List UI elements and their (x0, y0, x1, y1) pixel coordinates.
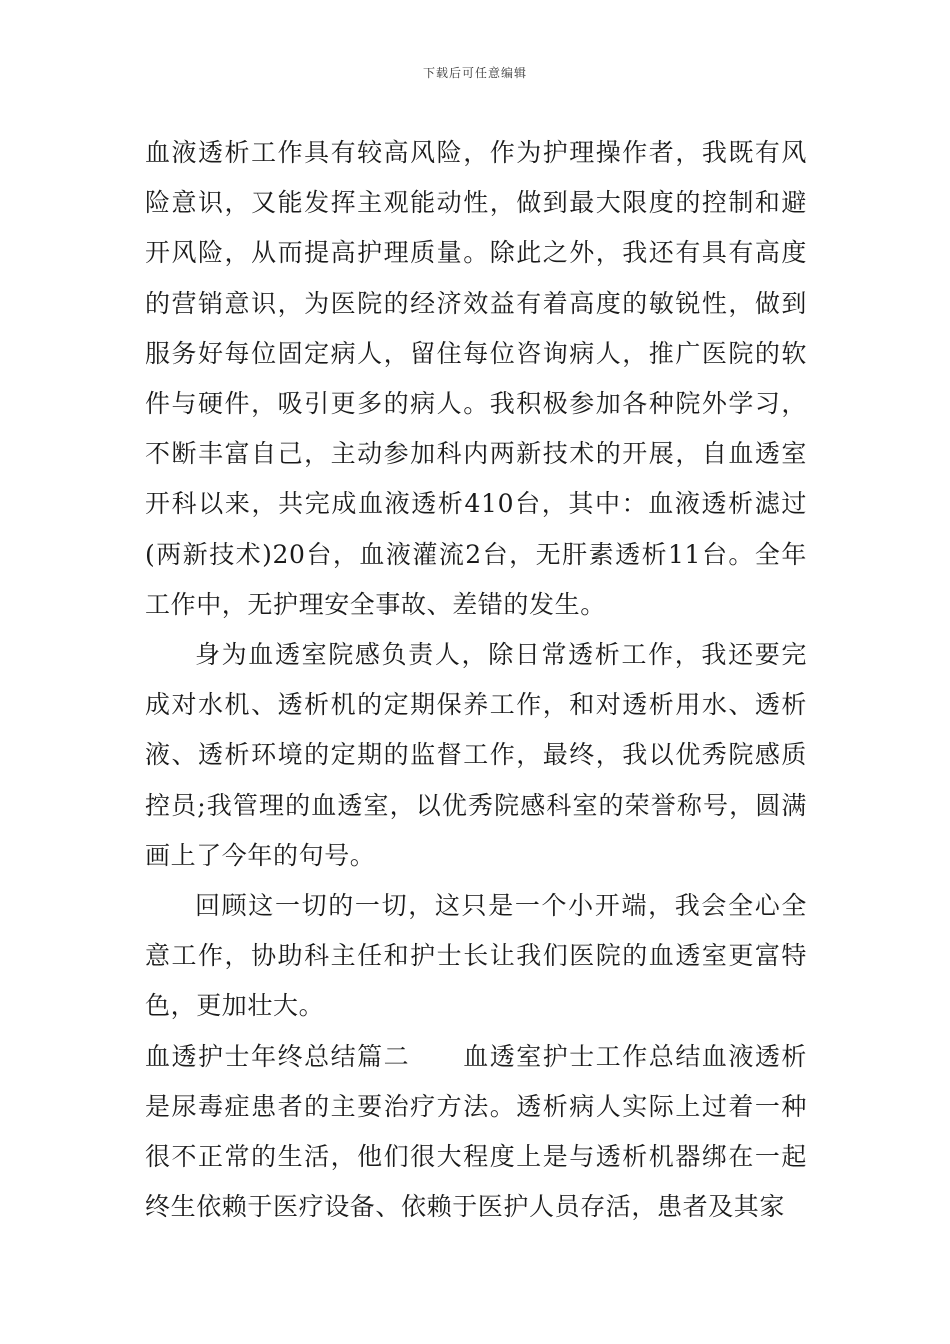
paragraph-2: 身为血透室院感负责人，除日常透析工作，我还要完成对水机、透析机的定期保养工作，和对透析用水、透析液、透析环境的定期的监督工作，最终，我以优秀院感质控员;我管理的血透室，以优秀院感科室的荣誉称号，圆满画上了今年的句号。 (145, 640, 807, 870)
paragraph-3: 回顾这一切的一切，这只是一个小开端，我会全心全意工作，协助科主任和护士长让我们医院的血透室更富特色，更加壮大。 (145, 891, 807, 1021)
page-header: 下载后可任意编辑 (422, 66, 527, 80)
paragraph-1: 血液透析工作具有较高风险，作为护理操作者，我既有风险意识，又能发挥主观能动性，做到最大限度的控制和避开风险，从而提高护理质量。除此之外，我还有具有高度的营销意识，为医院的经济效益有着高度的敏锐性，做到服务好每位固定病人，留住每位咨询病人，推广医院的软件与硬件，吸引更多的病人。我积极参加各种院外学习，不断丰富自己，主动参加科内两新技术的开展，自血透室开科以来，共完成血液透析410台，其中：血液透析滤过(两新技术)20台，血液灌流2台，无肝素透析11台。全年工作中，无护理安全事故、差错的发生。 (145, 138, 807, 619)
document-body (145, 128, 807, 1232)
paragraph-4: 血透护士年终总结篇二 血透室护士工作总结血液透析是尿毒症患者的主要治疗方法。透析病人实际上过着一种很不正常的生活，他们很大程度上是与透析机器绑在一起终生依赖于医疗设备、依赖于医护人员存活，患者及其家 (145, 1041, 807, 1222)
